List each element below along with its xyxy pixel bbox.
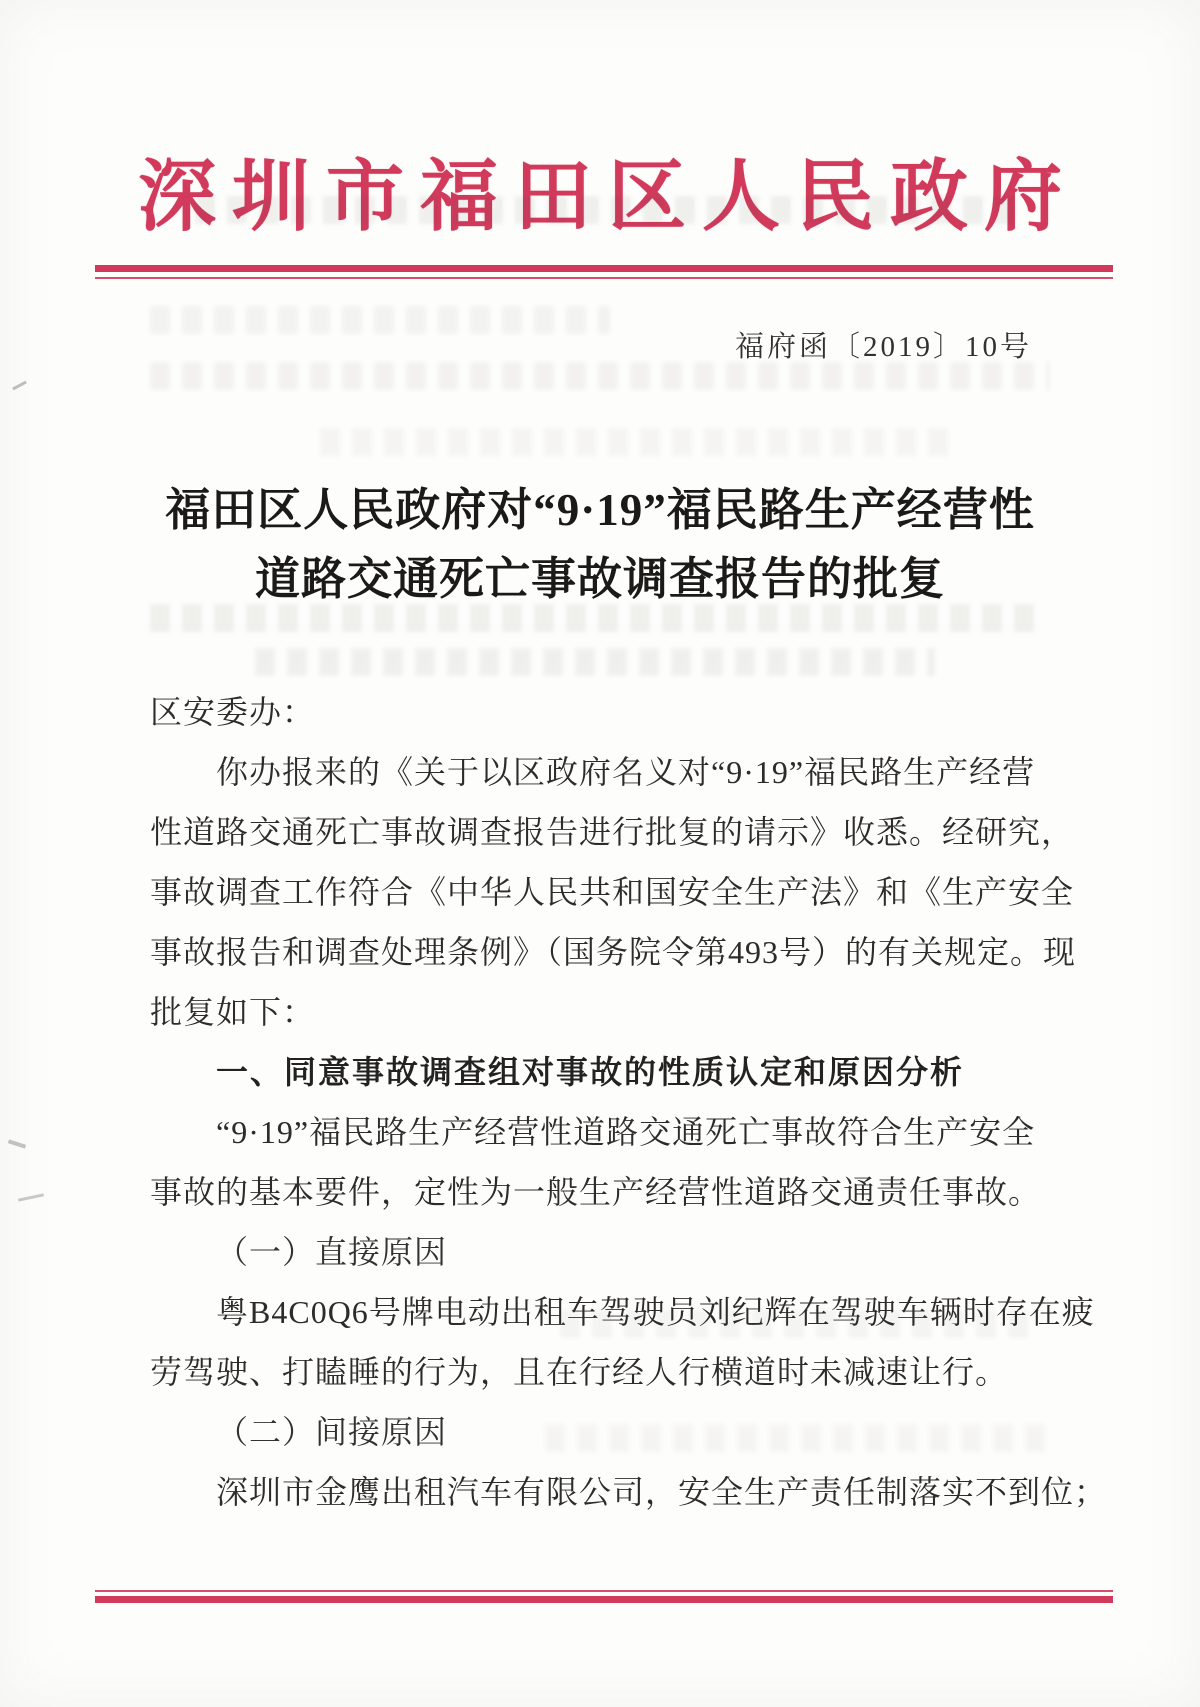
bleed-through-text	[255, 648, 935, 676]
pencil-mark	[8, 1139, 26, 1148]
pencil-mark	[12, 381, 27, 391]
body-line: 粤B4C0Q6号牌电动出租车驾驶员刘纪辉在驾驶车辆时存在疲	[216, 1294, 1095, 1330]
body-line: 一、同意事故调查组对事故的性质认定和原因分析	[216, 1054, 965, 1090]
footer-divider-thick-line	[95, 1596, 1113, 1603]
doc-title-line2: 道路交通死亡事故调查报告的批复	[254, 554, 945, 604]
header-divider	[95, 265, 1113, 279]
doc-title	[0, 476, 1200, 614]
agency-header: 深圳市福田区人民政府	[137, 153, 1078, 240]
body-line: 事故的基本要件，定性为一般生产经营性道路交通责任事故。	[150, 1174, 1042, 1210]
doc-number: 福府函〔2019〕10号	[734, 331, 1032, 363]
body-line: 深圳市金鹰出租汽车有限公司，安全生产责任制落实不到位；	[216, 1474, 1108, 1510]
body-line: 事故调查工作符合《中华人民共和国安全生产法》和《生产安全	[150, 874, 1075, 910]
header-divider-thick-line	[95, 265, 1113, 272]
footer-divider-thin-line	[95, 1590, 1113, 1592]
bleed-through-text	[320, 428, 960, 456]
doc-title-line1: 福田区人民政府对“9·19”福民路生产经营性	[165, 485, 1035, 535]
body-line: 批复如下：	[150, 994, 316, 1030]
document-body	[150, 682, 1108, 1522]
body-line: （二）间接原因	[216, 1414, 448, 1450]
body-line: 你办报来的《关于以区政府名义对“9·19”福民路生产经营	[216, 754, 1036, 790]
body-line: 事故报告和调查处理条例》（国务院令第493号）的有关规定。现	[150, 934, 1077, 970]
header-divider-thin-line	[95, 277, 1113, 279]
body-line: 劳驾驶、打瞌睡的行为，且在行经人行横道时未减速让行。	[150, 1354, 1009, 1390]
body-line: 区安委办：	[150, 694, 316, 730]
body-line: “9·19”福民路生产经营性道路交通死亡事故符合生产安全	[216, 1114, 1036, 1150]
bleed-through-text	[150, 362, 1050, 390]
body-line: 性道路交通死亡事故调查报告进行批复的请示》收悉。经研究，	[150, 814, 1075, 850]
body-line: （一）直接原因	[216, 1234, 448, 1270]
pencil-mark	[18, 1193, 44, 1201]
bleed-through-text	[150, 306, 610, 334]
footer-divider	[95, 1590, 1113, 1603]
